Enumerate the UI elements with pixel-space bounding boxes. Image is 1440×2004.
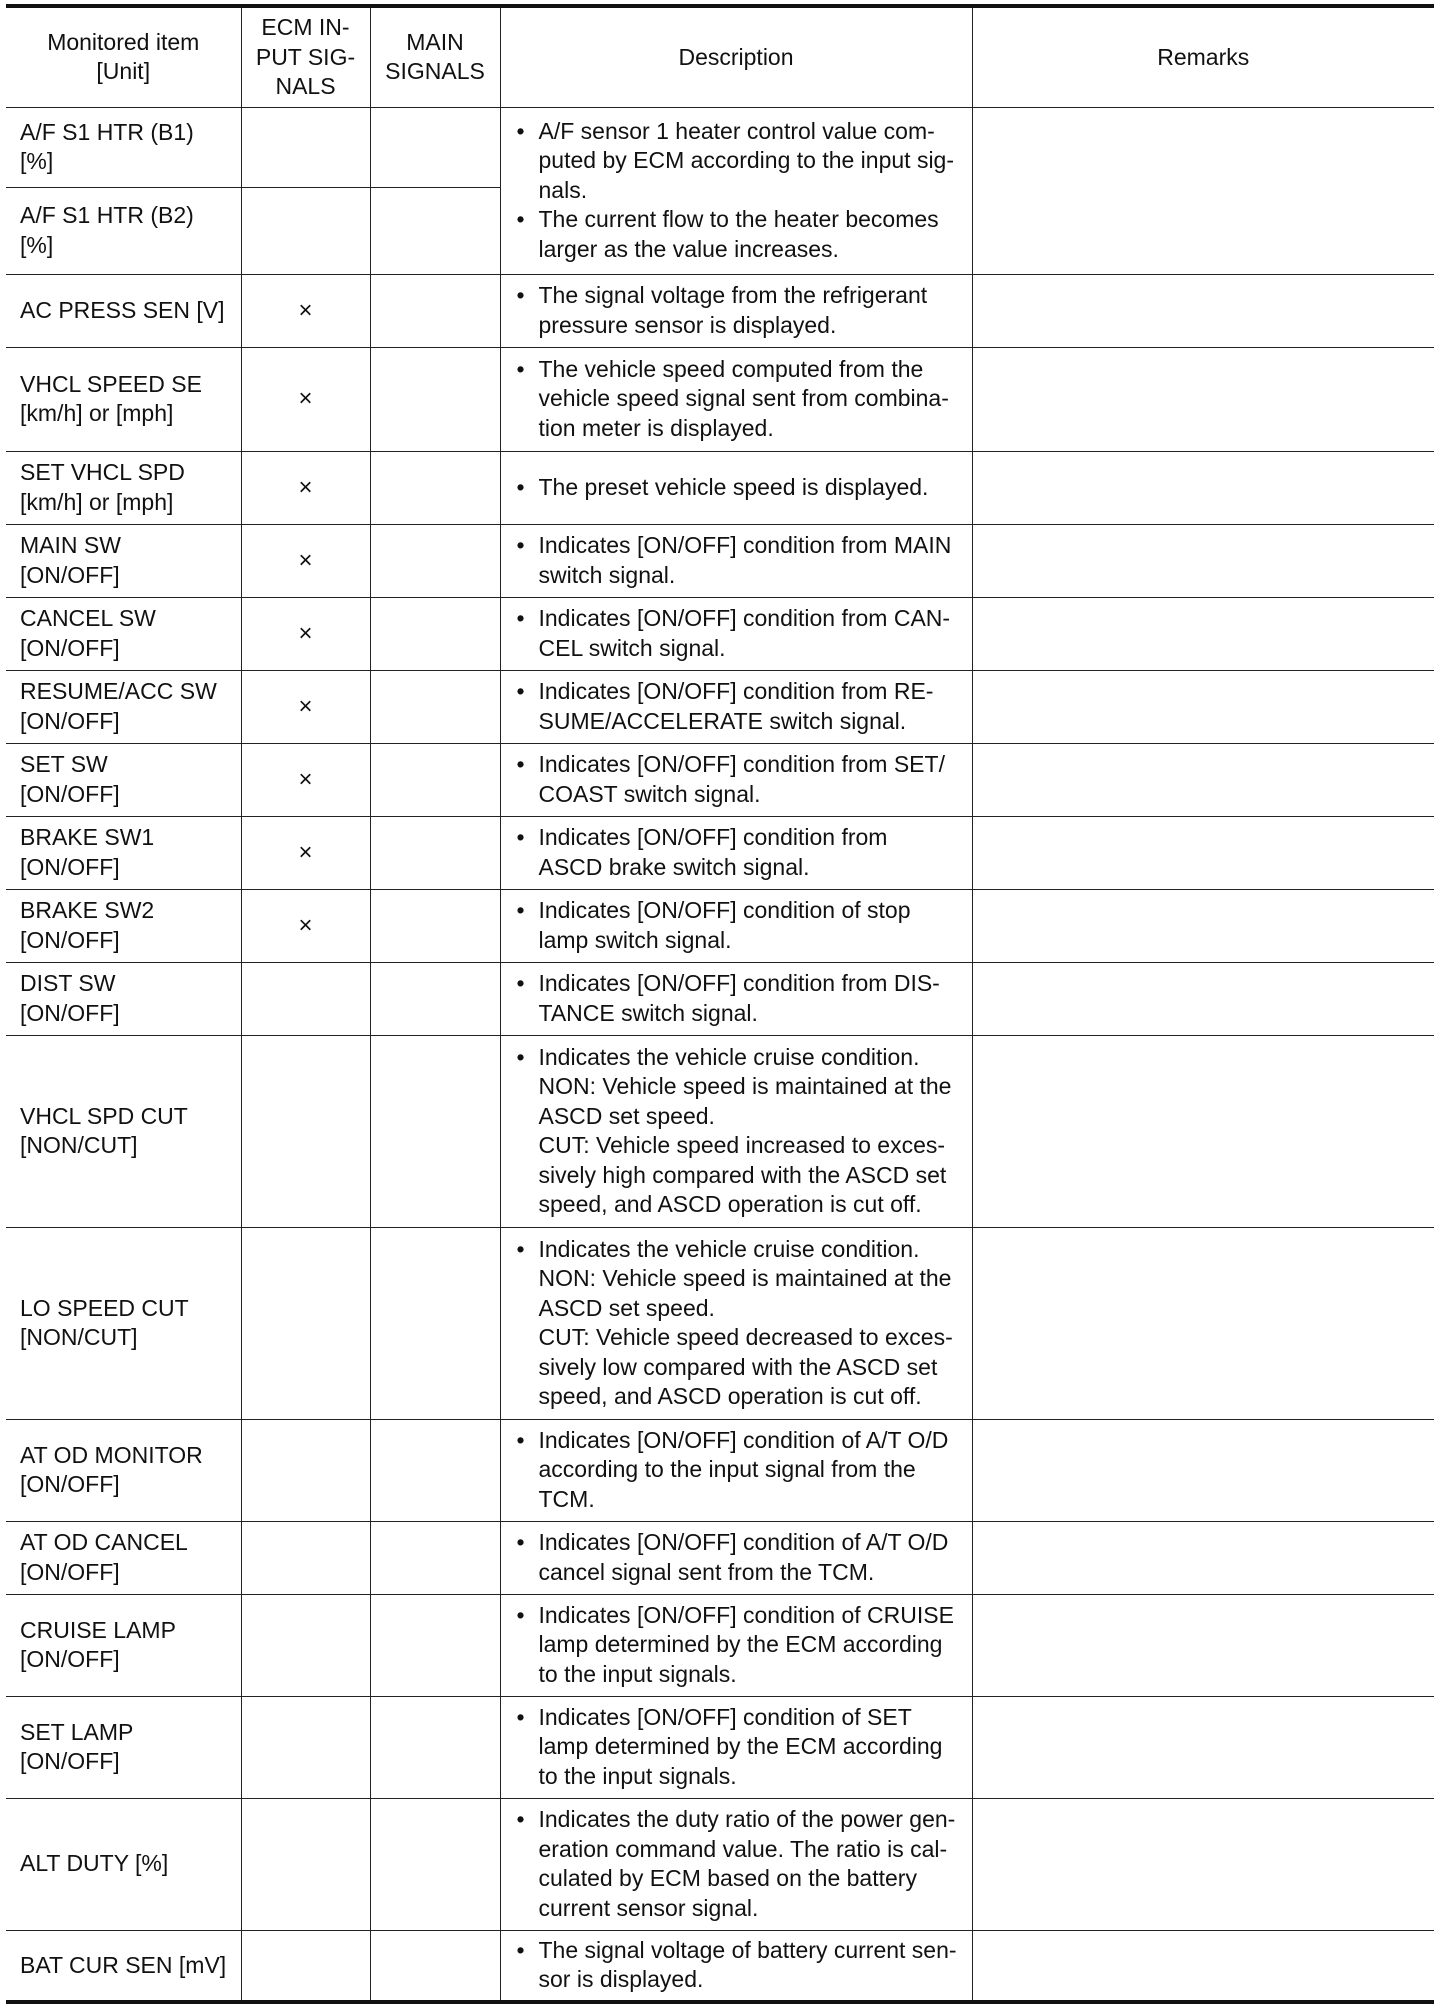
- text-line: NALS: [275, 73, 336, 99]
- description: [500, 816, 972, 889]
- description-line: CEL switch signal.: [538, 634, 726, 661]
- description-line: • Indicates [ON/OFF] condition from CAN-: [538, 605, 951, 631]
- description-line: switch signal.: [538, 561, 676, 588]
- description-line: to the input signals.: [538, 1660, 737, 1687]
- description-line: • The signal voltage from the refrigerant: [538, 282, 928, 308]
- description-list: [513, 1805, 962, 1923]
- description-line: cancel signal sent from the TCM.: [538, 1558, 875, 1585]
- description-list: [513, 281, 962, 340]
- text-line: [NON/CUT]: [20, 1324, 138, 1350]
- remarks-cell: [972, 451, 1434, 524]
- table-row: [6, 1227, 1434, 1419]
- remarks-cell: [972, 347, 1434, 451]
- description-list: [513, 531, 962, 590]
- ecm-input-cell: [241, 1594, 370, 1696]
- text-line: SET LAMP: [20, 1718, 134, 1745]
- text-line: [%]: [20, 231, 54, 258]
- description-line: • Indicates the vehicle cruise condition.: [538, 1043, 920, 1070]
- table-row: [6, 889, 1434, 962]
- table-row: [6, 1798, 1434, 1930]
- description-line: • Indicates [ON/OFF] condition of SET: [538, 1703, 912, 1730]
- remarks-cell: [972, 1419, 1434, 1521]
- main-signals-cell: [370, 743, 500, 816]
- description-line: lamp determined by the ECM according: [538, 1733, 943, 1760]
- description-line: culated by ECM based on the battery: [538, 1865, 917, 1891]
- description-list: [513, 1703, 962, 1792]
- description: [500, 524, 972, 597]
- description: [500, 451, 972, 524]
- description-bullet: [513, 281, 962, 340]
- remarks-cell: [972, 889, 1434, 962]
- main-signals-cell: [370, 670, 500, 743]
- remarks-cell: [972, 1521, 1434, 1594]
- remarks-cell: [972, 274, 1434, 347]
- description-line: tion meter is displayed.: [538, 414, 774, 441]
- description: [500, 1930, 972, 2002]
- monitored-item: [6, 816, 241, 889]
- description-list: [513, 750, 962, 809]
- monitored-item: [6, 1930, 241, 2002]
- description-bullet: [513, 750, 962, 809]
- ecm-input-cell: [241, 107, 370, 187]
- text-line: DIST SW: [20, 970, 116, 996]
- text-line: RESUME/ACC SW: [20, 678, 217, 704]
- description-line: vehicle speed signal sent from combina-: [538, 385, 949, 412]
- text-line: [km/h] or [mph]: [20, 488, 174, 515]
- ecm-input-cell: ×: [241, 597, 370, 670]
- table-row: [6, 743, 1434, 816]
- text-line: [%]: [20, 148, 54, 174]
- ecm-input-cell: [241, 962, 370, 1035]
- main-signals-cell: [370, 187, 500, 274]
- table-row: [6, 1594, 1434, 1696]
- main-signals-cell: [370, 524, 500, 597]
- description-list: [513, 1043, 962, 1220]
- monitored-item: [6, 670, 241, 743]
- remarks-cell: [972, 743, 1434, 816]
- text-line: AT OD CANCEL: [20, 1529, 188, 1555]
- ecm-input-cell: [241, 187, 370, 274]
- ecm-input-cell: ×: [241, 524, 370, 597]
- description-line: • Indicates [ON/OFF] condition from MAIN: [538, 532, 952, 558]
- description-line: • Indicates [ON/OFF] condition of CRUISE: [538, 1601, 954, 1628]
- table-row: [6, 1930, 1434, 2002]
- description: [500, 1035, 972, 1227]
- description-line: COAST switch signal.: [538, 780, 761, 807]
- description-line: • The preset vehicle speed is displayed.: [538, 473, 929, 500]
- description-line: • Indicates [ON/OFF] condition of stop: [538, 897, 911, 923]
- monitored-item: [6, 1227, 241, 1419]
- text-line: [NON/CUT]: [20, 1132, 138, 1158]
- monitored-item: [6, 187, 241, 274]
- header-main-signals: [370, 6, 500, 107]
- description-bullet: [513, 1936, 962, 1995]
- ecm-input-cell: [241, 1227, 370, 1419]
- table-row: [6, 524, 1434, 597]
- remarks-cell: [972, 1035, 1434, 1227]
- description-list: [513, 969, 962, 1028]
- description: [500, 274, 972, 347]
- text-line: SET VHCL SPD: [20, 459, 185, 485]
- ecm-input-cell: [241, 1696, 370, 1798]
- description-line: puted by ECM according to the input sig-: [538, 147, 955, 174]
- main-signals-cell: [370, 889, 500, 962]
- text-line: AT OD MONITOR: [20, 1441, 203, 1468]
- monitored-item: [6, 1035, 241, 1227]
- description-bullet: [513, 1601, 962, 1690]
- description-bullet: [513, 117, 962, 206]
- description-line: TCM.: [538, 1485, 595, 1512]
- description: [500, 743, 972, 816]
- description-line: • Indicates [ON/OFF] condition of A/T O/D: [538, 1426, 949, 1453]
- remarks-cell: [972, 1227, 1434, 1419]
- description-line: pressure sensor is displayed.: [538, 311, 837, 338]
- text-line: PUT SIG-: [255, 43, 356, 70]
- text-line: ECM IN-: [261, 14, 350, 40]
- text-line: [ON/OFF]: [20, 926, 120, 953]
- description-bullet: [513, 355, 962, 444]
- text-line: SIGNALS: [385, 58, 485, 85]
- main-signals-cell: [370, 274, 500, 347]
- description-line: ASCD brake switch signal.: [538, 853, 810, 880]
- main-signals-cell: [370, 1419, 500, 1521]
- remarks-cell: [972, 597, 1434, 670]
- description-list: [513, 896, 962, 955]
- text-line: MAIN: [406, 28, 464, 55]
- description-line: eration command value. The ratio is cal-: [538, 1835, 948, 1862]
- header-ecm-input-signals: [241, 6, 370, 107]
- monitored-item: [6, 1419, 241, 1521]
- ecm-input-cell: ×: [241, 670, 370, 743]
- description: [500, 107, 972, 274]
- monitored-item: [6, 1696, 241, 1798]
- description-bullet: [513, 1703, 962, 1792]
- description-bullet: [513, 205, 962, 264]
- description-line: • Indicates [ON/OFF] condition from SET/: [538, 751, 945, 777]
- monitored-item: [6, 597, 241, 670]
- main-signals-cell: [370, 962, 500, 1035]
- description: [500, 1227, 972, 1419]
- ecm-input-cell: ×: [241, 451, 370, 524]
- ecm-input-cell: ×: [241, 743, 370, 816]
- ecm-input-cell: [241, 1035, 370, 1227]
- description-line: • Indicates the vehicle cruise condition.: [538, 1235, 920, 1262]
- main-signals-cell: [370, 1594, 500, 1696]
- table-row: [6, 1419, 1434, 1521]
- text-line: LO SPEED CUT: [20, 1294, 189, 1321]
- description: [500, 889, 972, 962]
- text-line: [km/h] or [mph]: [20, 400, 174, 426]
- text-line: [ON/OFF]: [20, 1558, 120, 1585]
- monitored-item: [6, 1798, 241, 1930]
- main-signals-cell: [370, 816, 500, 889]
- ecm-input-cell: ×: [241, 816, 370, 889]
- description-line: CUT: Vehicle speed decreased to exces-: [538, 1324, 953, 1350]
- description-list: [513, 473, 962, 503]
- description: [500, 1521, 972, 1594]
- main-signals-cell: [370, 1798, 500, 1930]
- description-line: nals.: [538, 176, 588, 203]
- description-list: [513, 355, 962, 444]
- description-list: [513, 117, 962, 265]
- description-line: SUME/ACCELERATE switch signal.: [538, 707, 907, 734]
- text-line: MAIN SW: [20, 532, 121, 558]
- description-line: speed, and ASCD operation is cut off.: [538, 1383, 922, 1409]
- text-line: VHCL SPEED SE: [20, 370, 202, 397]
- description-line: larger as the value increases.: [538, 235, 839, 262]
- main-signals-cell: [370, 451, 500, 524]
- text-line: [Unit]: [96, 58, 151, 85]
- header-description: Description: [500, 6, 972, 107]
- description-line: • Indicates the duty ratio of the power gen-: [538, 1806, 956, 1832]
- ecm-input-cell: ×: [241, 347, 370, 451]
- description-line: • A/F sensor 1 heater control value com-: [538, 117, 935, 144]
- remarks-cell: [972, 1930, 1434, 2002]
- description-line: sor is displayed.: [538, 1966, 704, 1993]
- description-bullet: [513, 677, 962, 736]
- description-bullet: [513, 823, 962, 882]
- monitored-item: [6, 347, 241, 451]
- main-signals-cell: [370, 1227, 500, 1419]
- main-signals-cell: [370, 1696, 500, 1798]
- text-line: Monitored item: [47, 28, 200, 55]
- description-line: sively high compared with the ASCD set: [538, 1161, 947, 1188]
- table-row: [6, 1696, 1434, 1798]
- main-signals-cell: [370, 1035, 500, 1227]
- text-line: [ON/OFF]: [20, 1748, 120, 1774]
- description-bullet: [513, 531, 962, 590]
- text-line: A/F S1 HTR (B1): [20, 118, 194, 145]
- text-line: VHCL SPD CUT: [20, 1102, 188, 1129]
- description-list: [513, 1528, 962, 1587]
- text-line: CANCEL SW: [20, 605, 156, 631]
- description-line: TANCE switch signal.: [538, 999, 758, 1026]
- table-row: [6, 451, 1434, 524]
- description-list: [513, 1936, 962, 1995]
- text-line: BRAKE SW2: [20, 897, 155, 923]
- table-row: [6, 962, 1434, 1035]
- description-list: [513, 823, 962, 882]
- description: [500, 347, 972, 451]
- table-row: [6, 1521, 1434, 1594]
- text-line: [ON/OFF]: [20, 1646, 120, 1672]
- description-bullet: [513, 969, 962, 1028]
- table-row: [6, 274, 1434, 347]
- description: [500, 670, 972, 743]
- description-line: • Indicates [ON/OFF] condition from RE-: [538, 678, 934, 704]
- data-monitor-table: [6, 4, 1434, 2004]
- text-line: BAT CUR SEN [mV]: [20, 1951, 227, 1978]
- table-row: [6, 670, 1434, 743]
- description-list: [513, 604, 962, 663]
- table-row: [6, 107, 1434, 187]
- monitored-item: [6, 962, 241, 1035]
- text-line: [ON/OFF]: [20, 999, 120, 1026]
- text-line: [ON/OFF]: [20, 853, 120, 880]
- description: [500, 1419, 972, 1521]
- description-line: lamp switch signal.: [538, 926, 732, 953]
- text-line: [ON/OFF]: [20, 707, 120, 734]
- description-line: • Indicates [ON/OFF] condition of A/T O/D: [538, 1529, 949, 1555]
- description-list: [513, 677, 962, 736]
- description: [500, 962, 972, 1035]
- ecm-input-cell: [241, 1798, 370, 1930]
- table-row: [6, 347, 1434, 451]
- description-line: lamp determined by the ECM according: [538, 1631, 943, 1658]
- description-bullet: [513, 896, 962, 955]
- text-line: SET SW: [20, 751, 108, 777]
- description-line: • Indicates [ON/OFF] condition from: [538, 824, 888, 850]
- description-bullet: [513, 1043, 962, 1220]
- header-row: [6, 6, 1434, 107]
- text-line: A/F S1 HTR (B2): [20, 202, 194, 228]
- description-line: NON: Vehicle speed is maintained at the: [538, 1265, 952, 1291]
- table-row: [6, 597, 1434, 670]
- remarks-cell: [972, 1798, 1434, 1930]
- description-line: according to the input signal from the: [538, 1456, 916, 1483]
- ecm-input-cell: ×: [241, 889, 370, 962]
- description-line: • The signal voltage of battery current sen-: [538, 1936, 957, 1963]
- header-remarks: Remarks: [972, 6, 1434, 107]
- description-bullet: [513, 1235, 962, 1412]
- description: [500, 597, 972, 670]
- monitored-item: [6, 889, 241, 962]
- main-signals-cell: [370, 1930, 500, 2002]
- text-line: AC PRESS SEN [V]: [20, 296, 225, 323]
- monitored-item: [6, 524, 241, 597]
- monitored-item: [6, 274, 241, 347]
- monitored-item: [6, 107, 241, 187]
- remarks-cell: [972, 1696, 1434, 1798]
- description-bullet: [513, 1805, 962, 1923]
- remarks-cell: [972, 1594, 1434, 1696]
- remarks-cell: [972, 962, 1434, 1035]
- main-signals-cell: [370, 597, 500, 670]
- description-line: ASCD set speed.: [538, 1102, 715, 1129]
- description-line: • Indicates [ON/OFF] condition from DIS-: [538, 970, 940, 996]
- description-bullet: [513, 1426, 962, 1515]
- main-signals-cell: [370, 347, 500, 451]
- header-monitored-item: [6, 6, 241, 107]
- description-line: CUT: Vehicle speed increased to exces-: [538, 1132, 946, 1158]
- description: [500, 1594, 972, 1696]
- description-list: [513, 1235, 962, 1412]
- description-bullet: [513, 1528, 962, 1587]
- table-row: [6, 1035, 1434, 1227]
- description-line: speed, and ASCD operation is cut off.: [538, 1191, 922, 1217]
- text-line: [ON/OFF]: [20, 634, 120, 661]
- description-line: current sensor signal.: [538, 1894, 759, 1921]
- description-list: [513, 1601, 962, 1690]
- monitored-item: [6, 1521, 241, 1594]
- description-line: • The vehicle speed computed from the: [538, 355, 924, 382]
- remarks-cell: [972, 524, 1434, 597]
- description-line: to the input signals.: [538, 1762, 737, 1789]
- text-line: ALT DUTY [%]: [20, 1850, 169, 1877]
- remarks-cell: [972, 670, 1434, 743]
- description-line: sively low compared with the ASCD set: [538, 1353, 938, 1380]
- description-line: • The current flow to the heater becomes: [538, 206, 939, 233]
- description-bullet: [513, 604, 962, 663]
- ecm-input-cell: [241, 1930, 370, 2002]
- table-row: [6, 816, 1434, 889]
- description: [500, 1696, 972, 1798]
- text-line: CRUISE LAMP: [20, 1616, 176, 1643]
- text-line: [ON/OFF]: [20, 1471, 120, 1497]
- monitored-item: [6, 1594, 241, 1696]
- description-line: NON: Vehicle speed is maintained at the: [538, 1073, 952, 1099]
- text-line: BRAKE SW1: [20, 824, 155, 850]
- ecm-input-cell: [241, 1419, 370, 1521]
- main-signals-cell: [370, 1521, 500, 1594]
- monitored-item: [6, 743, 241, 816]
- description-list: [513, 1426, 962, 1515]
- text-line: [ON/OFF]: [20, 780, 120, 807]
- main-signals-cell: [370, 107, 500, 187]
- description: [500, 1798, 972, 1930]
- text-line: [ON/OFF]: [20, 561, 120, 588]
- remarks-cell: [972, 816, 1434, 889]
- monitored-item: [6, 451, 241, 524]
- ecm-input-cell: [241, 1521, 370, 1594]
- description-bullet: [513, 473, 962, 503]
- ecm-input-cell: ×: [241, 274, 370, 347]
- remarks-cell: [972, 107, 1434, 274]
- description-line: ASCD set speed.: [538, 1294, 715, 1321]
